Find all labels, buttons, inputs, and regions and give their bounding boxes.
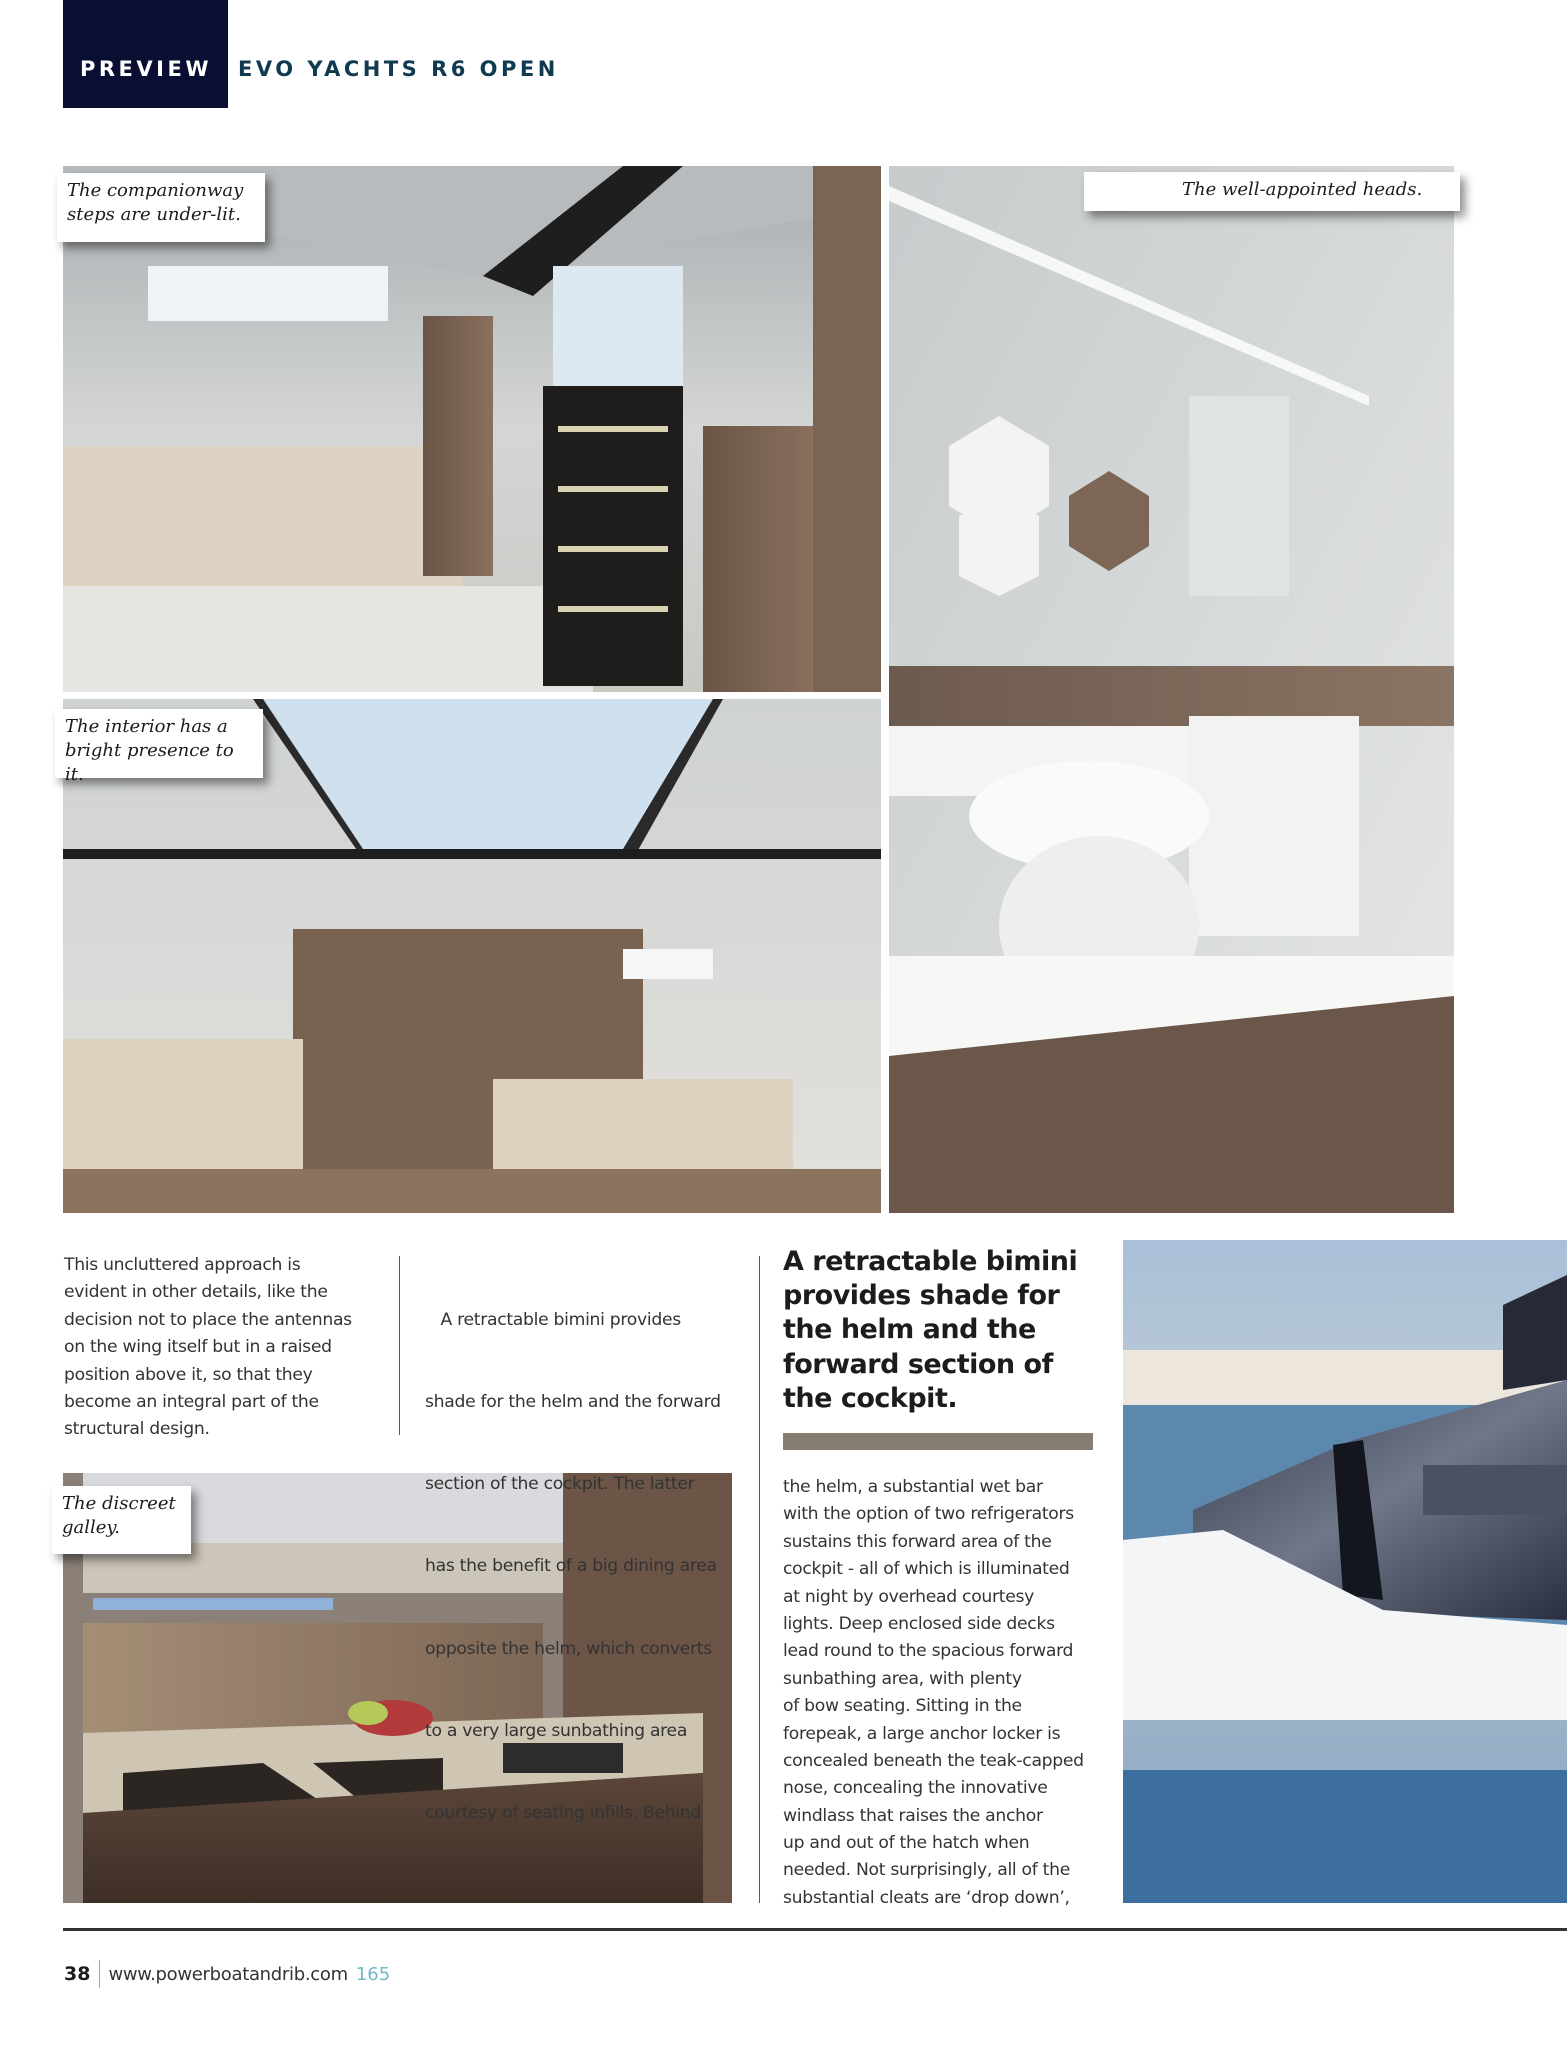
- page-number: 38: [64, 1963, 91, 1985]
- text-line: the helm, a substantial wet bar: [783, 1477, 1043, 1497]
- footer-divider: [99, 1960, 100, 1988]
- caption-heads: [1084, 172, 1460, 211]
- text-line: has the benefit of a big dining area: [425, 1556, 717, 1577]
- caption-line: The well-appointed heads.: [1182, 179, 1423, 200]
- text-line: to a very large sunbathing area: [425, 1720, 688, 1741]
- text-line: windlass that raises the anchor: [783, 1805, 1043, 1826]
- text-line: This uncluttered approach is: [64, 1255, 301, 1275]
- text-line: at night by overhead courtesy: [783, 1586, 1035, 1607]
- article-column-3: [783, 1474, 1113, 1912]
- caption-galley: [52, 1486, 191, 1554]
- text-line: cockpit - all of which is illuminated: [783, 1559, 1070, 1580]
- caption-line: steps are under-lit.: [67, 204, 241, 225]
- text-line: up and out of the hatch when: [783, 1833, 1030, 1854]
- section-label: PREVIEW: [80, 57, 212, 81]
- caption-line: galley.: [62, 1517, 120, 1538]
- text-line: sustains this forward area of the: [783, 1531, 1052, 1552]
- photo-heads: [889, 166, 1454, 1213]
- caption-line: The discreet: [62, 1493, 176, 1514]
- text-line: needed. Not surprisingly, all of the: [783, 1860, 1070, 1881]
- caption-line: The companionway: [67, 180, 244, 201]
- footer-rule: [63, 1928, 1567, 1931]
- pull-quote-line: the helm and the: [783, 1314, 1036, 1346]
- photo-boat-running: [1123, 1240, 1567, 1903]
- pull-quote-line: provides shade for: [783, 1280, 1060, 1312]
- text-line: become an integral part of the: [64, 1391, 319, 1412]
- text-line: structural design.: [64, 1419, 210, 1440]
- article-column-1: [64, 1252, 394, 1444]
- caption-line: The interior has a: [65, 716, 228, 737]
- column-divider: [399, 1256, 400, 1435]
- text-line: decision not to place the antennas: [64, 1309, 352, 1330]
- article-column-2: [425, 1252, 755, 1855]
- caption-companionway: [57, 173, 265, 242]
- text-line: with the option of two refrigerators: [783, 1504, 1074, 1525]
- caption-saloon: [55, 709, 263, 785]
- text-line: lead round to the spacious forward: [783, 1641, 1074, 1662]
- column-divider: [759, 1256, 760, 1903]
- text-line: courtesy of seating infills. Behind: [425, 1803, 701, 1824]
- text-line: nose, concealing the innovative: [783, 1778, 1048, 1799]
- text-line: position above it, so that they: [64, 1364, 313, 1385]
- page-footer: [64, 1960, 390, 1988]
- photo-companionway: [63, 166, 881, 692]
- pull-quote-line: the cockpit.: [783, 1382, 958, 1414]
- text-line: forepeak, a large anchor locker is: [783, 1723, 1061, 1744]
- text-line: section of the cockpit. The latter: [425, 1474, 695, 1495]
- issue-number: 165: [355, 1963, 391, 1985]
- pull-quote-line: A retractable bimini: [783, 1246, 1078, 1277]
- pull-quote: [783, 1245, 1113, 1416]
- article-title: EVO YACHTS R6 OPEN: [238, 57, 559, 81]
- pull-quote-line: forward section of: [783, 1348, 1053, 1380]
- website-link[interactable]: www.powerboatandrib.com: [108, 1963, 348, 1985]
- text-line: sunbathing area, with plenty: [783, 1668, 1022, 1689]
- text-line: on the wing itself but in a raised: [64, 1337, 332, 1358]
- text-line: concealed beneath the teak-capped: [783, 1750, 1084, 1771]
- text-line: opposite the helm, which converts: [425, 1638, 712, 1659]
- text-line: of bow seating. Sitting in the: [783, 1696, 1022, 1717]
- caption-line: bright presence to it.: [65, 740, 234, 785]
- section-label-box: [63, 0, 228, 108]
- text-line: A retractable bimini provides: [425, 1309, 681, 1330]
- text-line: shade for the helm and the forward: [425, 1392, 721, 1413]
- pull-quote-bar: [783, 1433, 1093, 1450]
- text-line: substantial cleats are ‘drop down’,: [783, 1887, 1070, 1908]
- text-line: evident in other details, like the: [64, 1282, 328, 1303]
- text-line: lights. Deep enclosed side decks: [783, 1613, 1055, 1634]
